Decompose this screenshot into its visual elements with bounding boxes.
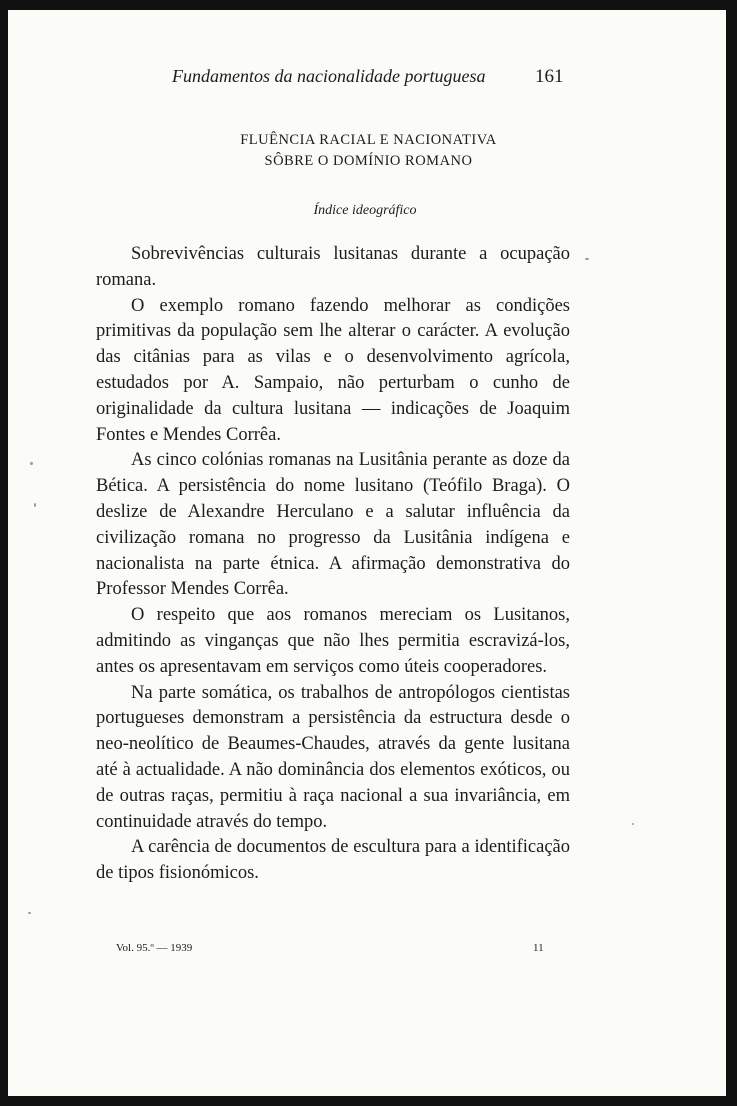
paragraph: O exemplo romano fazendo melhorar as condições primitivas da população sem lhe alterar o carácter. A evolução das citânias para as vilas e o desenvolvimento agrícola, estudados por A. Sampaio, não perturbam o cunho de originalidade da cultura lusitana — indicações de Joaquim Fontes e Mendes Corrêa. — [96, 295, 570, 445]
scan-speck — [34, 503, 36, 507]
paragraph: Sobrevivências culturais lusitanas durante a ocupação romana. — [96, 244, 570, 290]
paragraph: Na parte somática, os trabalhos de antropólogos cientistas portugueses demonstram a persistência da estructura desde o neo-neolítico de Beaumes-Chaudes, através da gente lusitana até à actualidade. A não dominância dos elementos exóticos, ou de outras raças, permitiu à raça nacional a sua invariância, em continuidade através do tempo. — [96, 682, 570, 832]
footer-volume: Vol. 95.º — 1939 — [116, 942, 193, 954]
running-head-title: Fundamentos da nacionalidade portuguesa — [172, 66, 486, 86]
scan-speck — [28, 912, 31, 914]
footer-signature-mark: 11 — [533, 942, 544, 954]
paragraph: A carência de documentos de escultura para a identificação de tipos fisionómicos. — [96, 837, 570, 884]
page-number: 161 — [535, 66, 564, 87]
section-subtitle: Índice ideográfico — [313, 203, 417, 218]
section-title-line-2: SÔBRE O DOMÍNIO ROMANO — [264, 153, 473, 169]
paragraph: As cinco colónias romanas na Lusitânia perante as doze da Bética. A persistência do nome lusitano (Teófilo Braga). O deslize de Alexandre Herculano e a salutar influência da civilização romana no progresso da Lusitânia indígena e nacionalista na parte étnica. A afirmação demonstrativa do Professor Mendes Corrêa. — [96, 450, 570, 600]
scan-speck — [632, 823, 634, 825]
body-text — [96, 242, 570, 887]
scan-speck — [30, 462, 33, 465]
section-title — [0, 130, 737, 172]
section-title-line-1: FLUÊNCIA RACIAL E NACIONATIVA — [240, 132, 497, 148]
paragraph: O respeito que aos romanos mereciam os Lusitanos, admitindo as vinganças que não lhes permitia escravizá-los, antes os apresentavam em serviços como úteis cooperadores. — [96, 605, 570, 677]
scan-speck — [585, 258, 589, 260]
